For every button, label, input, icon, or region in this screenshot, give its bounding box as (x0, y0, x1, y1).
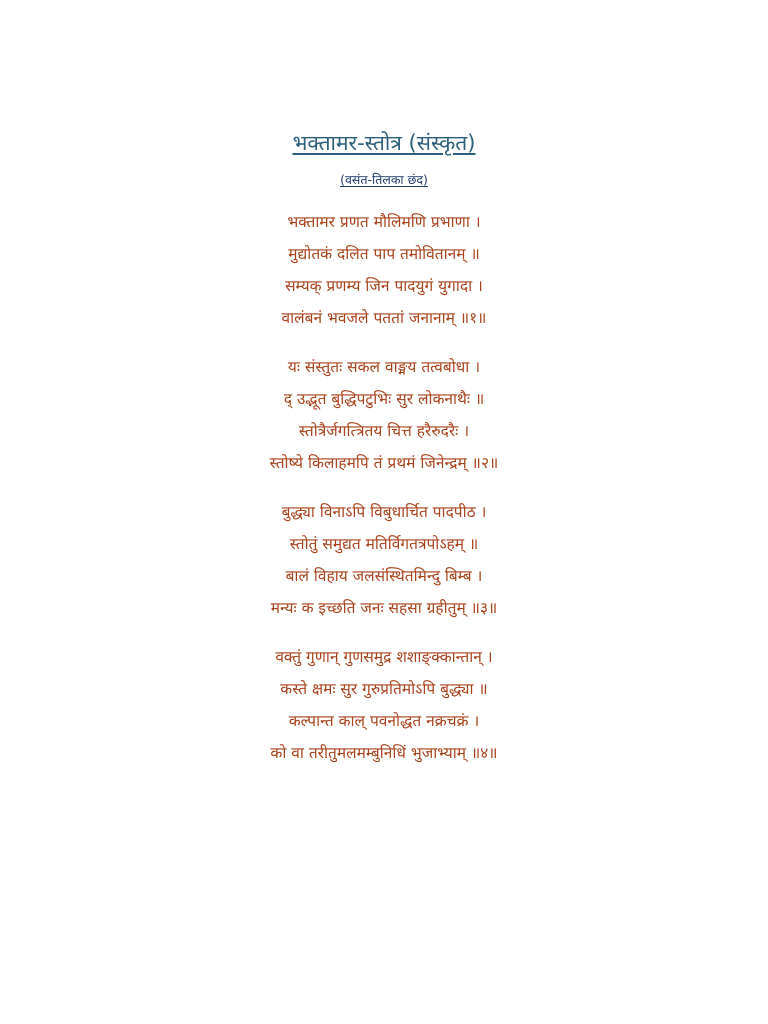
verse-line: कल्पान्त काल् पवनोद्धत नक्रचक्रं । (288, 712, 480, 730)
verse-line: स्तोत्रैर्जगत्त्रितय चित्त हरैरुदरैः । (298, 422, 470, 440)
verse-line: बालं विहाय जलसंस्थितमिन्दु बिम्ब । (285, 567, 483, 585)
verse-line: द् उद्भूत बुद्धिपटुभिः सुर लोकनाथैः ॥ (283, 390, 485, 408)
verse-line: स्तोतुं समुद्यत मतिर्विगतत्रपोऽहम् ॥ (289, 535, 479, 553)
verse-line: यः संस्तुतः सकल वाङ्मय तत्वबोधा । (287, 358, 481, 376)
verse-2 (0, 351, 768, 479)
verse-3 (0, 496, 768, 624)
verse-line: वक्तुं गुणान् गुणसमुद्र शशाङ्क्कान्तान् । (275, 648, 493, 666)
verse-line: भक्तामर प्रणत मौलिमणि प्रभाणा । (287, 213, 481, 231)
document-subtitle: (वसंत-तिलका छंद) (340, 172, 428, 187)
verse-4 (0, 641, 768, 769)
verse-1 (0, 206, 768, 334)
verse-line: सम्यक् प्रणम्य जिन पादयुगं युगादा । (285, 277, 483, 295)
verse-line: वालंबनं भवजले पततां जनानाम् ॥१॥ (281, 309, 487, 327)
verse-line: स्तोष्ये किलाहमपि तं प्रथमं जिनेन्द्रम् ॥२॥ (269, 454, 499, 472)
verse-line: बुद्ध्या विनाऽपि विबुधार्चित पादपीठ । (281, 503, 487, 521)
verses-container (0, 206, 768, 786)
verse-line: मुद्योतकं दलित पाप तमोवितानम् ॥ (288, 245, 480, 263)
verse-line: को वा तरीतुमलमम्बुनिधिं भुजाभ्याम् ॥४॥ (270, 744, 498, 762)
document-title: भक्तामर-स्तोत्र (संस्कृत) (292, 131, 476, 155)
verse-line: मन्यः क इच्छति जनः सहसा ग्रहीतुम् ॥३॥ (270, 599, 498, 617)
verse-line: कस्ते क्षमः सुर गुरुप्रतिमोऽपि बुद्ध्या ॥ (280, 680, 488, 698)
